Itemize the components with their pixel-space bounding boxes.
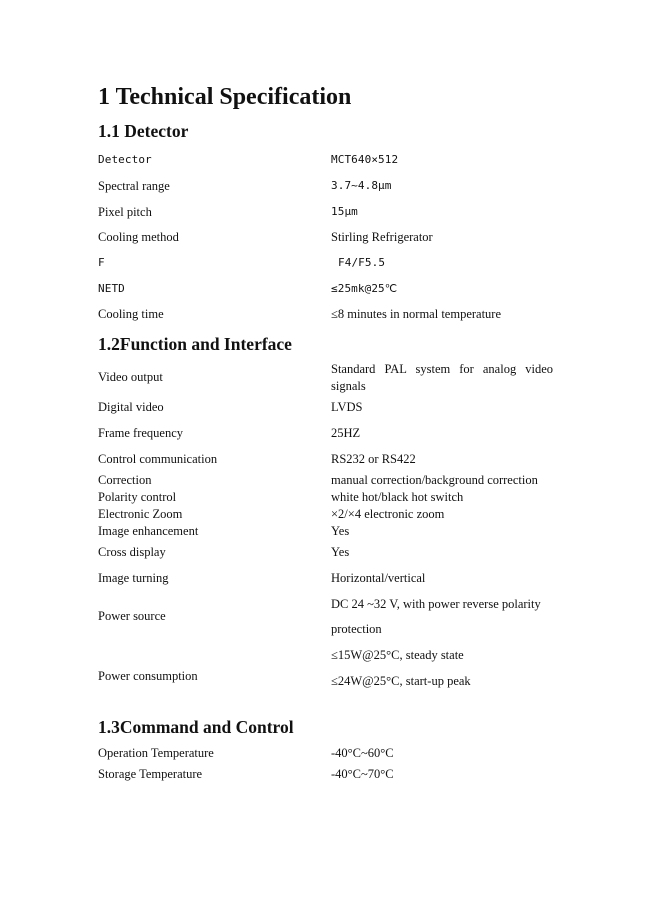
spec-value-correction: manual correction/background correction (331, 473, 538, 487)
spec-value-image-turning: Horizontal/vertical (331, 571, 426, 585)
spec-label-polarity-control: Polarity control (98, 490, 177, 504)
spec-label-video-output: Video output (98, 370, 163, 384)
spec-value-detector: MCT640×512 (331, 153, 399, 166)
spec-label-frame-frequency: Frame frequency (98, 426, 184, 440)
spec-label-power-source: Power source (98, 609, 166, 623)
spec-value-storage-temperature: -40°C~70°C (331, 767, 394, 781)
spec-value-operation-temperature: -40°C~60°C (331, 746, 394, 760)
spec-value-power-consumption-steady: ≤15W@25°C, steady state (331, 648, 464, 662)
spec-value-spectral-range: 3.7~4.8μm (331, 179, 392, 192)
spec-value-cross-display: Yes (331, 545, 350, 559)
spec-label-image-enhancement: Image enhancement (98, 524, 199, 538)
section-heading-function-interface: 1.2Function and Interface (98, 334, 292, 354)
spec-value-electronic-zoom: ×2/×4 electronic zoom (331, 507, 445, 521)
spec-label-spectral-range: Spectral range (98, 179, 170, 193)
spec-value-netd: ≤25mk@25℃ (331, 282, 398, 295)
section-heading-command-control: 1.3Command and Control (98, 717, 294, 737)
spec-label-image-turning: Image turning (98, 571, 169, 585)
spec-value-polarity-control: white hot/black hot switch (331, 490, 464, 504)
spec-value-control-communication: RS232 or RS422 (331, 452, 416, 466)
spec-label-power-consumption: Power consumption (98, 669, 198, 683)
spec-label-detector: Detector (98, 153, 152, 166)
spec-label-f-number: F (98, 256, 105, 269)
spec-value-video-output: Standard PAL system for analog video signals (331, 362, 553, 393)
spec-value-power-source-cont: protection (331, 622, 382, 636)
spec-value-cooling-time: ≤8 minutes in normal temperature (331, 307, 502, 321)
spec-value-power-source: DC 24 ~32 V, with power reverse polarity (331, 597, 541, 611)
spec-label-control-communication: Control communication (98, 452, 218, 466)
spec-label-electronic-zoom: Electronic Zoom (98, 507, 183, 521)
spec-label-storage-temperature: Storage Temperature (98, 767, 203, 781)
spec-label-operation-temperature: Operation Temperature (98, 746, 214, 760)
spec-value-pixel-pitch: 15μm (331, 205, 358, 218)
spec-value-image-enhancement: Yes (331, 524, 350, 538)
spec-label-cross-display: Cross display (98, 545, 166, 559)
spec-value-digital-video: LVDS (331, 400, 363, 414)
spec-label-digital-video: Digital video (98, 400, 164, 414)
page-title: 1 Technical Specification (98, 84, 352, 110)
spec-value-power-consumption-peak: ≤24W@25°C, start-up peak (331, 674, 471, 688)
spec-label-cooling-method: Cooling method (98, 230, 179, 244)
spec-label-pixel-pitch: Pixel pitch (98, 205, 152, 219)
spec-value-frame-frequency: 25HZ (331, 426, 361, 440)
section-heading-detector: 1.1 Detector (98, 121, 189, 141)
spec-label-correction: Correction (98, 473, 152, 487)
spec-value-f-number: F4/F5.5 (338, 256, 386, 269)
spec-label-cooling-time: Cooling time (98, 307, 164, 321)
spec-label-netd: NETD (98, 282, 125, 295)
spec-value-cooling-method: Stirling Refrigerator (331, 230, 433, 244)
